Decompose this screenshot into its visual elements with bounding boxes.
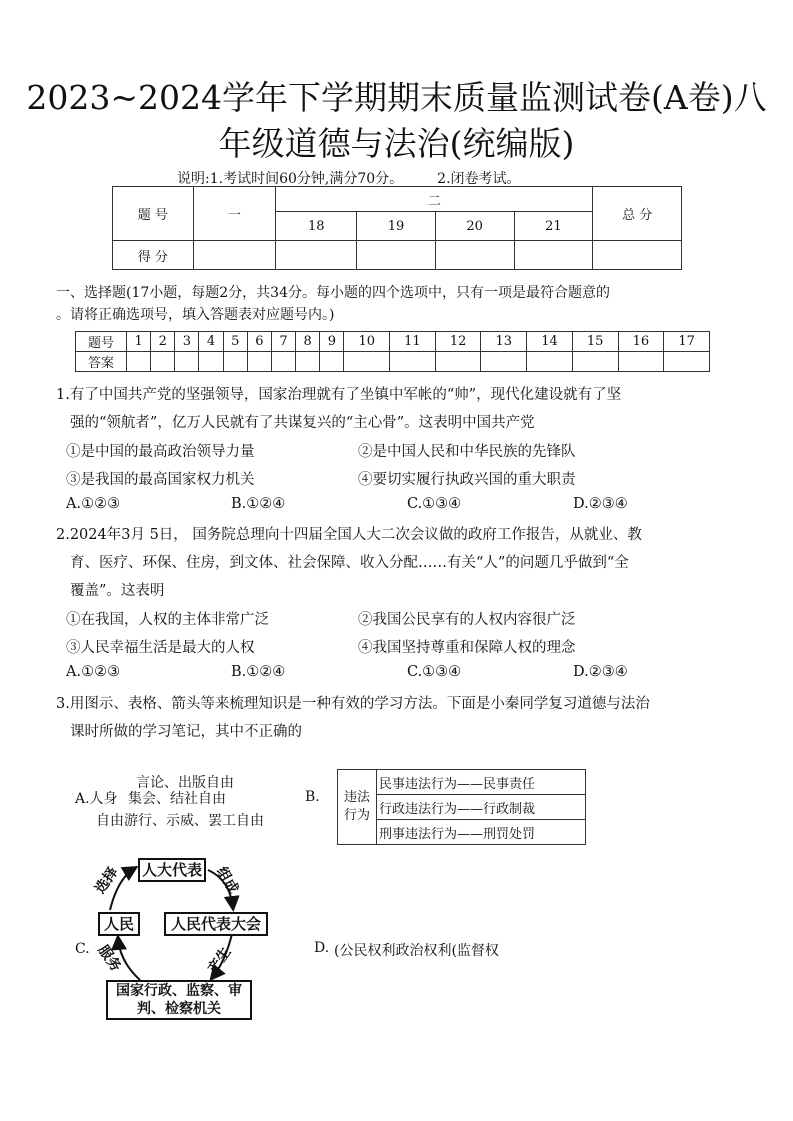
answer-number-5: 5 bbox=[223, 332, 247, 352]
q3-d-label[interactable]: D. bbox=[314, 940, 330, 956]
answer-cell-5[interactable] bbox=[223, 352, 247, 372]
q3-c-arrow-serve: 服务 bbox=[94, 942, 124, 975]
q3-a-label[interactable]: A.人身 bbox=[75, 791, 118, 807]
note-part1: 说明:1.考试时间60分钟,满分70分。 bbox=[177, 171, 404, 187]
score-cell[interactable] bbox=[514, 241, 593, 270]
section1-heading-line2: 。请将正确选项号，填入答题表对应题号内。) bbox=[56, 307, 335, 323]
answer-cell-17[interactable] bbox=[664, 352, 710, 372]
score-sub-19: 19 bbox=[357, 212, 436, 241]
section1-heading-line1: 一、选择题(17小题，每题2分，共34分。每小题的四个选项中，只有一项是最符合题意的 bbox=[56, 285, 610, 301]
q2-line3: 覆盖”。这表明 bbox=[70, 583, 165, 599]
score-header-part1: 一 bbox=[193, 187, 276, 241]
q1-line1: 1.有了中国共产党的坚强领导，国家治理就有了坐镇中军帐的“帅”，现代化建设就有了坚 bbox=[56, 387, 622, 403]
answer-number-6: 6 bbox=[247, 332, 271, 352]
answer-number-9: 9 bbox=[320, 332, 344, 352]
answer-number-8: 8 bbox=[296, 332, 320, 352]
q3-c-box-people: 人民 bbox=[98, 912, 140, 936]
q3-c-box-deputies: 人大代表 bbox=[138, 858, 206, 882]
q3-line2: 课时所做的学习笔记，其中不正确的 bbox=[70, 724, 302, 740]
q2-choice-c[interactable]: C.①③④ bbox=[407, 664, 462, 680]
q3-b-label[interactable]: B. bbox=[305, 789, 320, 805]
q1-option-4: ④要切实履行执政兴国的重大职责 bbox=[358, 472, 576, 488]
q2-choice-d[interactable]: D.②③④ bbox=[573, 664, 628, 680]
q1-option-1: ①是中国的最高政治领导力量 bbox=[66, 444, 255, 460]
score-cell[interactable] bbox=[276, 241, 357, 270]
answer-number-15: 15 bbox=[572, 332, 618, 352]
q3-b-row-1: 民事违法行为——民事责任 bbox=[377, 770, 586, 795]
answer-cell-6[interactable] bbox=[247, 352, 271, 372]
answer-cell-15[interactable] bbox=[572, 352, 618, 372]
score-row-label: 得 分 bbox=[113, 241, 194, 270]
answer-cell-2[interactable] bbox=[151, 352, 175, 372]
q2-choice-b[interactable]: B.①②④ bbox=[231, 664, 286, 680]
q2-option-1: ①在我国，人权的主体非常广泛 bbox=[66, 612, 269, 628]
answer-number-4: 4 bbox=[199, 332, 223, 352]
section1-heading bbox=[56, 282, 756, 326]
q1-option-2: ②是中国人民和中华民族的先锋队 bbox=[358, 444, 576, 460]
score-cell[interactable] bbox=[593, 241, 682, 270]
score-cell[interactable] bbox=[435, 241, 514, 270]
q2-option-3: ③人民幸福生活是最大的人权 bbox=[66, 640, 255, 656]
answer-number-label: 题号 bbox=[76, 332, 127, 352]
q3-c-arrow-form: 组成 bbox=[213, 864, 242, 897]
q2-option-4: ④我国坚持尊重和保障人权的理念 bbox=[358, 640, 576, 656]
answer-number-14: 14 bbox=[527, 332, 573, 352]
q2-option-2: ②我国公民享有的人权内容很广泛 bbox=[358, 612, 576, 628]
answer-number-11: 11 bbox=[390, 332, 436, 352]
answer-cell-4[interactable] bbox=[199, 352, 223, 372]
answer-cell-11[interactable] bbox=[390, 352, 436, 372]
answer-cell-1[interactable] bbox=[127, 352, 151, 372]
q3-c-arrow-produce: 产生 bbox=[205, 944, 235, 977]
answer-label: 答案 bbox=[76, 352, 127, 372]
answer-number-17: 17 bbox=[664, 332, 710, 352]
q3-d-text: (公民权利政治权利(监督权 bbox=[334, 943, 499, 959]
answer-cell-9[interactable] bbox=[320, 352, 344, 372]
score-table bbox=[112, 186, 682, 270]
q1-line2: 强的“领航者”，亿万人民就有了共谋复兴的“主心骨”。这表明中国共产党 bbox=[70, 415, 535, 431]
question-2 bbox=[56, 521, 746, 605]
q3-a-top: 言论、出版自由 bbox=[136, 775, 234, 791]
answer-number-7: 7 bbox=[271, 332, 295, 352]
exam-note bbox=[177, 168, 555, 188]
q3-b-table bbox=[337, 769, 586, 845]
question-3 bbox=[56, 690, 746, 746]
q2-line1: 2.2024年3月 5日， 国务院总理向十四届全国人大二次会议做的政府工作报告，从就业、教 bbox=[56, 527, 642, 543]
answer-number-12: 12 bbox=[435, 332, 481, 352]
q3-a-mid: 集会、结社自由 bbox=[128, 791, 226, 807]
q3-c-box-congress: 人民代表大会 bbox=[164, 912, 268, 936]
answer-cell-13[interactable] bbox=[481, 352, 527, 372]
note-part2: 2.闭卷考试。 bbox=[437, 171, 521, 187]
answer-number-1: 1 bbox=[127, 332, 151, 352]
q1-choice-b[interactable]: B.①②④ bbox=[231, 496, 286, 512]
exam-title-line1: 2023~2024学年下学期期末质量监测试卷(A卷)八 bbox=[26, 78, 767, 117]
q3-b-left: 违法行为 bbox=[338, 770, 377, 845]
answer-cell-12[interactable] bbox=[435, 352, 481, 372]
score-sub-21: 21 bbox=[514, 212, 593, 241]
q1-choice-d[interactable]: D.②③④ bbox=[573, 496, 628, 512]
q2-choice-a[interactable]: A.①②③ bbox=[66, 664, 121, 680]
answer-cell-8[interactable] bbox=[296, 352, 320, 372]
q3-line1: 3.用图示、表格、箭头等来梳理知识是一种有效的学习方法。下面是小秦同学复习道德与法治 bbox=[56, 696, 650, 712]
answer-number-2: 2 bbox=[151, 332, 175, 352]
answer-number-16: 16 bbox=[618, 332, 664, 352]
answer-table bbox=[75, 331, 710, 372]
answer-number-10: 10 bbox=[344, 332, 390, 352]
answer-cell-10[interactable] bbox=[344, 352, 390, 372]
answer-cell-16[interactable] bbox=[618, 352, 664, 372]
q2-line2: 育、医疗、环保、住房，到文体、社会保障、收入分配……有关“人”的问题几乎做到“全 bbox=[70, 555, 629, 571]
q1-choice-c[interactable]: C.①③④ bbox=[407, 496, 462, 512]
score-cell[interactable] bbox=[193, 241, 276, 270]
q1-option-3: ③是我国的最高国家权力机关 bbox=[66, 472, 255, 488]
q3-c-arrow-choose: 选择 bbox=[92, 864, 122, 897]
q3-b-row-2: 行政违法行为——行政制裁 bbox=[377, 795, 586, 820]
score-sub-18: 18 bbox=[276, 212, 357, 241]
score-header-label: 题 号 bbox=[113, 187, 194, 241]
answer-cell-7[interactable] bbox=[271, 352, 295, 372]
exam-title-line2: 年级道德与法治(统编版) bbox=[218, 124, 575, 163]
score-sub-20: 20 bbox=[435, 212, 514, 241]
score-header-total: 总 分 bbox=[593, 187, 682, 241]
q3-c-label[interactable]: C. bbox=[75, 941, 90, 957]
score-header-part2: 二 bbox=[276, 187, 593, 212]
q3-c-box-organs: 国家行政、监察、审判、检察机关 bbox=[106, 980, 252, 1020]
answer-number-3: 3 bbox=[175, 332, 199, 352]
score-cell[interactable] bbox=[357, 241, 436, 270]
answer-cell-14[interactable] bbox=[527, 352, 573, 372]
answer-cell-3[interactable] bbox=[175, 352, 199, 372]
answer-number-13: 13 bbox=[481, 332, 527, 352]
q3-b-row-3: 刑事违法行为——刑罚处罚 bbox=[377, 820, 586, 845]
question-1 bbox=[56, 381, 746, 437]
q3-a-bottom: 自由游行、示威、罢工自由 bbox=[96, 813, 264, 829]
q1-choice-a[interactable]: A.①②③ bbox=[66, 496, 121, 512]
